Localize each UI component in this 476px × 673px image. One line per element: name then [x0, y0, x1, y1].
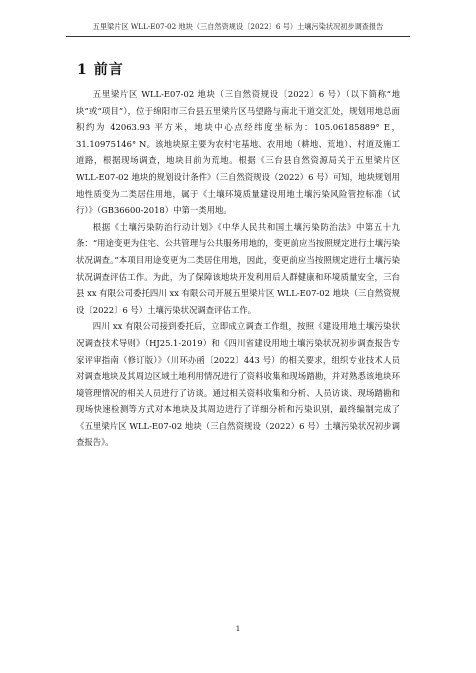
- header-divider: [66, 36, 410, 37]
- section-number: 1: [77, 62, 88, 78]
- section-title: [77, 61, 124, 79]
- running-header: 五里梁片区 WLL-E07-02 地块（三自然资规设〔2022〕6 号）土壤污染状况初步调查报告: [92, 22, 384, 31]
- paragraph-method: 四川 xx 有限公司接到委托后，立即成立调查工作组，按照《建设用地土壤污染状况调查技术导则》（HJ25.1-2019）和《四川省建设用地土壤污染状况初步调查报告专家评审指南（修订版）》（川环办函〔2022〕443 号）的相关要求，组织专业技术人员对调查地块及其周边区域土地利用情况进行了资料收集和现场踏勘，并对熟悉该地块环境管理情况的相关人员进行了访谈。通过相关资料收集和分析、人员访谈、现场踏勘和现场快速检测等方式对本地块及其周边进行了详细分析和污染识别，最终编制完成了《五里梁片区 WLL-E07-02 地块（三自然资规设（2022）6 号）土壤污染状况初步调查报告》。: [76, 321, 400, 448]
- body-text: [76, 86, 400, 451]
- section-heading: 前言: [93, 62, 124, 78]
- page-number: 1: [235, 624, 241, 633]
- paragraph-intro: 五里梁片区 WLL-E07-02 地块（三自然资规设〔2022〕6 号）（以下简称“地块”或“项目”），位于绵阳市三台县五里梁片区马望路与南北干道交汇处，规划用地总面积约为 42063.93 平方米，地块中心点经纬度坐标为：105.06185889° E，31.10975146° N。该地块原主要为农村宅基地、农用地（耕地、荒地）、村道及施工道路，根据现场调查，地块目前为荒地。根据《三台县自然资源局关于五里梁片区 WLL-E07-02 地块的规划设计条件》（三自然资规设（2022）6 号）可知，地块规划用地性质变为二类居住用地，属于《土壤环境质量建设用地土壤污染风险管控标准（试行）》（GB36600-2018）中第一类用地。: [76, 89, 400, 216]
- paragraph-regulation: 根据《土壤污染防治行动计划》《中华人民共和国土壤污染防治法》中第五十九条：“用途变更为住宅、公共管理与公共服务用地的，变更前应当按照规定进行土壤污染状况调查。”本项目用途变更为二类居住用地，因此，变更前应当按照规定进行土壤污染状况调查评估工作。为此，为了保障该地块开发利用后人群健康和环境质量安全，三台县 xx 有限公司委托四川 xx 有限公司开展五里梁片区 WLL-E07-02 地块（三自然资规设〔2022〕6 号）土壤污染状况调查评估工作。: [76, 221, 400, 315]
